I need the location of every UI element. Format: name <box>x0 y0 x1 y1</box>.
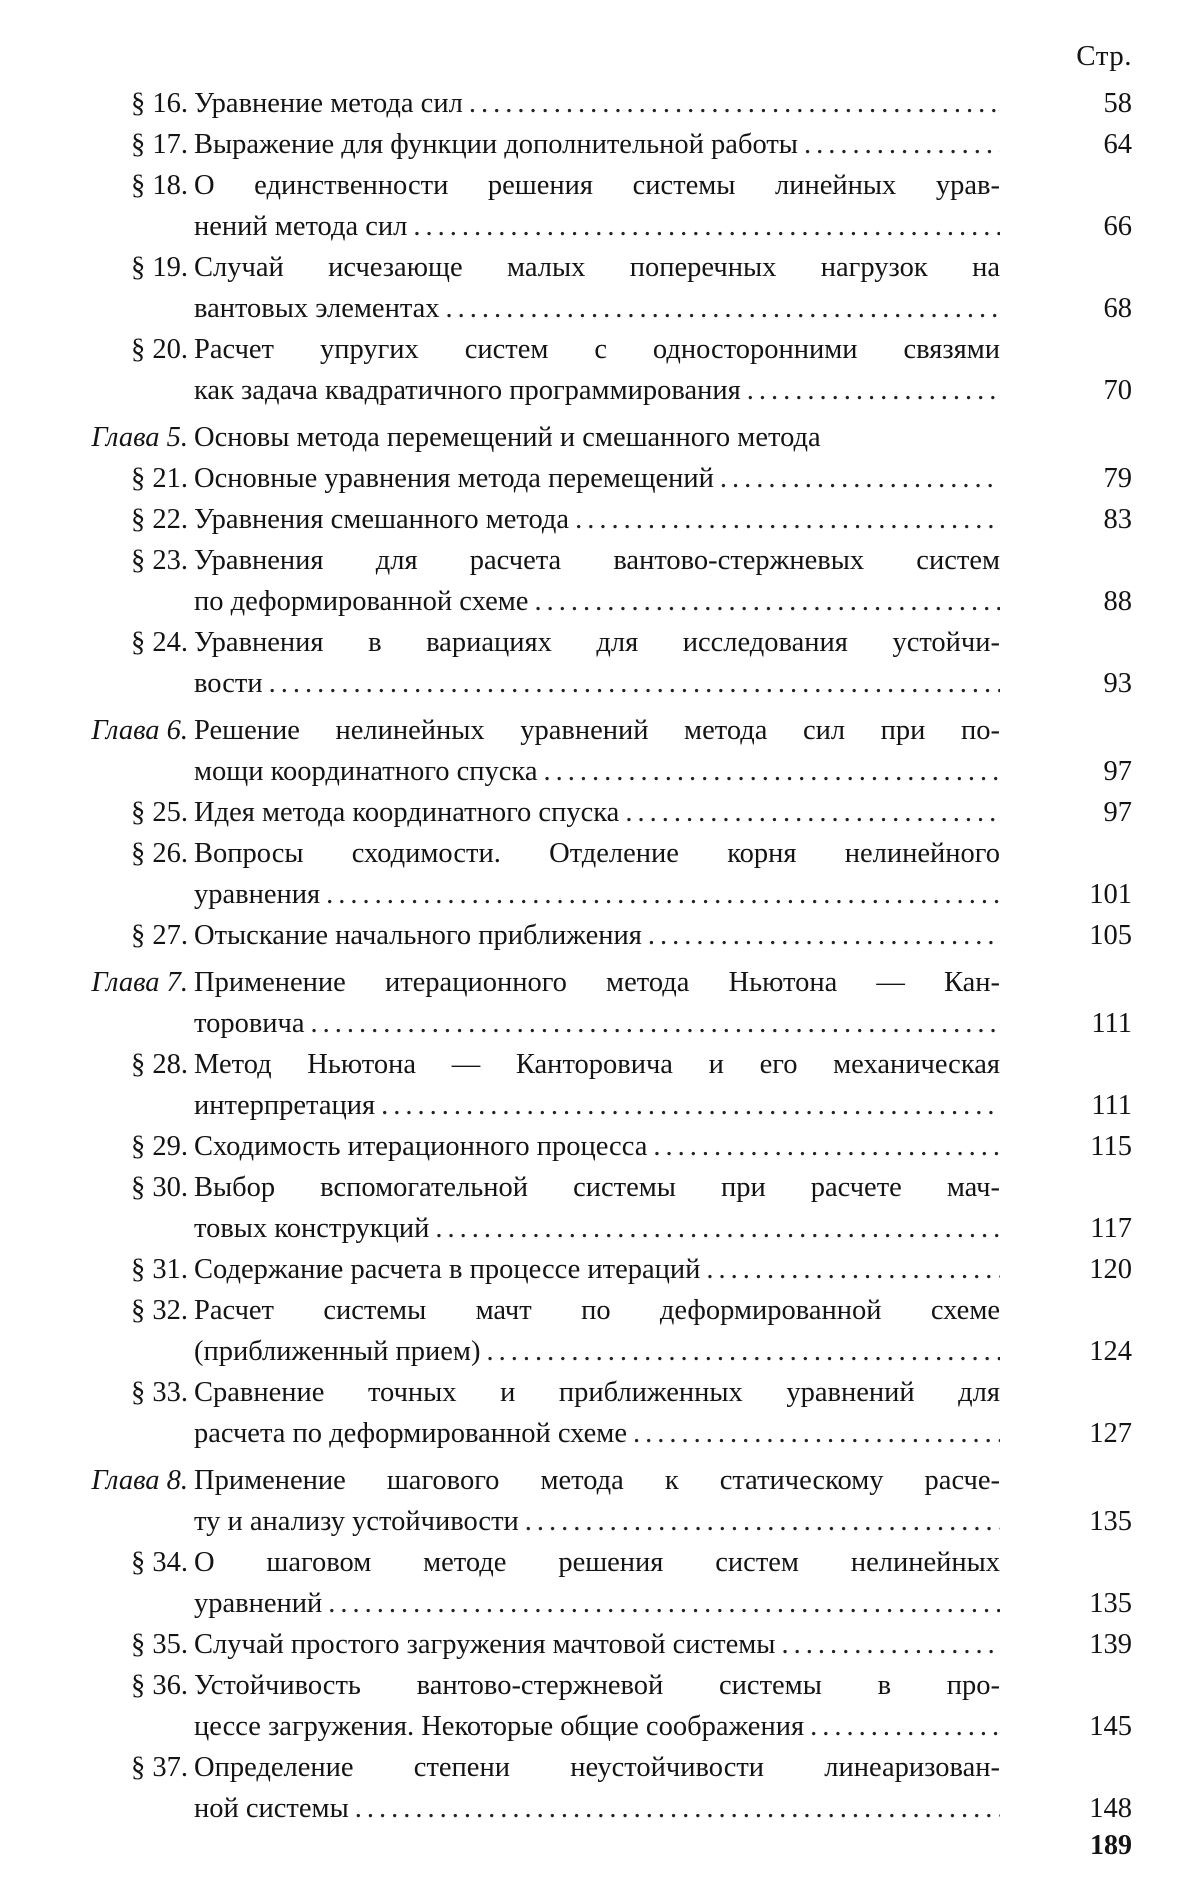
section-number: § 35. <box>131 1629 188 1660</box>
title-text: Содержание расчета в процессе итераций <box>194 1254 701 1285</box>
dot-leader <box>642 915 1000 956</box>
dot-leader <box>798 124 1000 165</box>
title-line <box>194 124 1000 165</box>
chapter-num: 8. <box>166 1465 188 1496</box>
title-line <box>194 622 1000 663</box>
title-line <box>194 663 1000 704</box>
toc-chapter-entry <box>0 1460 1200 1542</box>
title-text: Устойчивость вантово-стержневой системы в про- <box>194 1670 1000 1701</box>
page-number: 189 <box>1090 1830 1132 1861</box>
dot-leader <box>407 206 1000 247</box>
dot-leader <box>741 370 1000 411</box>
page-ref: 135 <box>1089 1506 1132 1537</box>
dot-leader <box>322 1583 1000 1624</box>
page-ref: 93 <box>1103 668 1132 699</box>
entry-title <box>194 165 1000 247</box>
section-number: § 24. <box>131 627 188 658</box>
toc-section-entry <box>0 1249 1200 1290</box>
dot-leader <box>627 1413 1000 1454</box>
title-text: Случай простого загружения мачтовой системы <box>194 1629 776 1660</box>
dot-leader <box>429 1208 1000 1249</box>
title-line <box>194 206 1000 247</box>
page-ref: 88 <box>1103 586 1132 617</box>
dot-leader <box>263 663 1000 704</box>
toc-section-entry <box>0 165 1200 247</box>
title-line <box>194 1747 1000 1788</box>
section-number: § 17. <box>131 129 188 160</box>
title-text: Сходимость итерационного процесса <box>194 1131 648 1162</box>
title-text: Определение степени неустойчивости линеаризован- <box>194 1752 1000 1783</box>
dot-leader <box>528 581 1000 622</box>
title-line <box>194 1460 1000 1501</box>
section-number: § 37. <box>131 1752 188 1783</box>
entry-title <box>194 915 1000 956</box>
title-text: О шаговом методе решения систем нелинейных <box>194 1547 1000 1578</box>
title-line <box>194 1624 1000 1665</box>
page-ref: 83 <box>1103 504 1132 535</box>
dot-leader <box>519 1501 1000 1542</box>
title-line <box>194 288 1000 329</box>
title-line <box>194 1665 1000 1706</box>
section-number: § 20. <box>131 334 188 365</box>
toc-section-entry <box>0 458 1200 499</box>
page-ref: 111 <box>1091 1090 1132 1121</box>
title-text: по деформированной схеме <box>194 586 529 617</box>
title-line <box>194 370 1000 411</box>
page-ref: 64 <box>1103 129 1132 160</box>
title-line <box>194 1167 1000 1208</box>
title-text: товых конструкций <box>194 1213 430 1244</box>
section-number: § 33. <box>131 1377 188 1408</box>
title-text: ной системы <box>194 1793 349 1824</box>
chapter-num: 5. <box>166 422 188 453</box>
page-ref: 115 <box>1090 1131 1132 1162</box>
entry-title <box>194 1460 1000 1542</box>
chapter-label: Глава <box>91 1465 160 1496</box>
entry-title <box>194 710 1000 792</box>
title-text: торовича <box>194 1008 305 1039</box>
section-number: § 34. <box>131 1547 188 1578</box>
toc-section-entry <box>0 83 1200 124</box>
title-line <box>194 1788 1000 1829</box>
entry-title <box>194 417 1000 458</box>
toc-section-entry <box>0 1747 1200 1829</box>
title-line <box>194 329 1000 370</box>
title-line <box>194 1208 1000 1249</box>
title-line <box>194 710 1000 751</box>
entry-title <box>194 1542 1000 1624</box>
dot-leader <box>480 1331 1000 1372</box>
chapter-number <box>20 1460 188 1501</box>
page-ref: 124 <box>1089 1336 1132 1367</box>
title-line <box>194 1372 1000 1413</box>
page-ref: 58 <box>1103 88 1132 119</box>
title-text: вантовых элементах <box>194 293 440 324</box>
section-number: § 25. <box>131 797 188 828</box>
table-of-contents <box>0 83 1200 1829</box>
title-line <box>194 792 1000 833</box>
title-text: Идея метода координатного спуска <box>194 797 620 828</box>
section-number: § 27. <box>131 920 188 951</box>
title-line <box>194 915 1000 956</box>
section-number: § 19. <box>131 252 188 283</box>
page-ref: 66 <box>1103 211 1132 242</box>
title-text: Выбор вспомогательной системы при расчете мач- <box>194 1172 1000 1203</box>
page-ref: 120 <box>1089 1254 1132 1285</box>
toc-chapter-entry <box>0 417 1200 458</box>
chapter-num: 6. <box>166 715 188 746</box>
entry-title <box>194 1044 1000 1126</box>
entry-title <box>194 540 1000 622</box>
toc-section-entry <box>0 1624 1200 1665</box>
title-text: Уравнения для расчета вантово-стержневых систем <box>194 545 1000 576</box>
toc-section-entry <box>0 792 1200 833</box>
title-line <box>194 247 1000 288</box>
dot-leader <box>537 751 1000 792</box>
section-number: § 32. <box>131 1295 188 1326</box>
entry-title <box>194 124 1000 165</box>
title-text: Сравнение точных и приближенных уравнений для <box>194 1377 1000 1408</box>
title-text: (приближенный прием) <box>194 1336 481 1367</box>
toc-section-entry <box>0 833 1200 915</box>
section-number: § 31. <box>131 1254 188 1285</box>
toc-section-entry <box>0 1167 1200 1249</box>
title-line <box>194 1413 1000 1454</box>
title-text: вости <box>194 668 263 699</box>
entry-title <box>194 1747 1000 1829</box>
toc-section-entry <box>0 1044 1200 1126</box>
entry-title <box>194 1249 1000 1290</box>
page-ref: 139 <box>1089 1629 1132 1660</box>
page-ref: 135 <box>1089 1588 1132 1619</box>
entry-title <box>194 792 1000 833</box>
dot-leader <box>320 874 1000 915</box>
title-line <box>194 1501 1000 1542</box>
section-number: § 36. <box>131 1670 188 1701</box>
section-number: § 16. <box>131 88 188 119</box>
title-line <box>194 1706 1000 1747</box>
title-text: Уравнение метода сил <box>194 88 463 119</box>
entry-title <box>194 1290 1000 1372</box>
dot-leader <box>804 1706 1000 1747</box>
entry-title <box>194 329 1000 411</box>
dot-leader <box>463 83 1000 124</box>
title-text: Основные уравнения метода перемещений <box>194 463 714 494</box>
section-number: § 23. <box>131 545 188 576</box>
title-line <box>194 83 1000 124</box>
title-text: Вопросы сходимости. Отделение корня нелинейного <box>194 838 1000 869</box>
dot-leader <box>714 458 1000 499</box>
title-text: Решение нелинейных уравнений метода сил при по- <box>194 715 1000 746</box>
title-line <box>194 962 1000 1003</box>
dot-leader <box>647 1126 1000 1167</box>
entry-title <box>194 622 1000 704</box>
title-line <box>194 1044 1000 1085</box>
title-line <box>194 540 1000 581</box>
page-ref: 117 <box>1090 1213 1132 1244</box>
page-ref: 101 <box>1089 879 1132 910</box>
chapter-number <box>20 417 188 458</box>
toc-section-entry <box>0 622 1200 704</box>
title-text: Основы метода перемещений и смешанного метода <box>194 422 821 453</box>
entry-title <box>194 833 1000 915</box>
title-line <box>194 1331 1000 1372</box>
toc-section-entry <box>0 1372 1200 1454</box>
section-number: § 28. <box>131 1049 188 1080</box>
entry-title <box>194 1624 1000 1665</box>
title-text: Применение итерационного метода Ньютона — Кан- <box>194 967 1000 998</box>
entry-title <box>194 458 1000 499</box>
section-number: § 26. <box>131 838 188 869</box>
title-text: интерпретация <box>194 1090 376 1121</box>
toc-section-entry <box>0 247 1200 329</box>
title-text: расчета по деформированной схеме <box>194 1418 627 1449</box>
page-column-header: Стр. <box>1076 40 1132 72</box>
chapter-number <box>20 962 188 1003</box>
title-text: нений метода сил <box>194 211 408 242</box>
title-line <box>194 458 1000 499</box>
toc-section-entry <box>0 124 1200 165</box>
page-ref: 97 <box>1103 797 1132 828</box>
toc-chapter-entry <box>0 962 1200 1044</box>
toc-section-entry <box>0 329 1200 411</box>
page-ref: 68 <box>1103 293 1132 324</box>
dot-leader <box>569 499 1000 540</box>
title-text: как задача квадратичного программирования <box>194 375 741 406</box>
entry-title <box>194 962 1000 1044</box>
entry-title <box>194 499 1000 540</box>
title-line <box>194 1126 1000 1167</box>
page-ref: 105 <box>1089 920 1132 951</box>
title-text: Уравнения смешанного метода <box>194 504 570 535</box>
title-text: уравнений <box>194 1588 323 1619</box>
toc-section-entry <box>0 1126 1200 1167</box>
dot-leader <box>349 1788 1000 1829</box>
title-line <box>194 1085 1000 1126</box>
entry-title <box>194 83 1000 124</box>
title-line <box>194 751 1000 792</box>
title-text: Расчет упругих систем с односторонними связями <box>194 334 1000 365</box>
toc-section-entry <box>0 540 1200 622</box>
entry-title <box>194 1167 1000 1249</box>
title-line <box>194 1542 1000 1583</box>
title-line <box>194 1583 1000 1624</box>
title-line <box>194 417 821 458</box>
section-number: § 29. <box>131 1131 188 1162</box>
entry-title <box>194 1665 1000 1747</box>
title-line <box>194 1249 1000 1290</box>
title-text: Расчет системы мачт по деформированной схеме <box>194 1295 1000 1326</box>
title-text: Применение шагового метода к статическому расче- <box>194 1465 1000 1496</box>
title-line <box>194 1003 1000 1044</box>
toc-section-entry <box>0 499 1200 540</box>
page-ref: 145 <box>1089 1711 1132 1742</box>
chapter-label: Глава <box>91 422 160 453</box>
dot-leader <box>700 1249 1000 1290</box>
title-text: Выражение для функции дополнительной работы <box>194 129 798 160</box>
page-ref: 70 <box>1103 375 1132 406</box>
section-number: § 30. <box>131 1172 188 1203</box>
title-line <box>194 874 1000 915</box>
dot-leader <box>619 792 1000 833</box>
title-text: Отыскание начального приближения <box>194 920 642 951</box>
title-text: мощи координатного спуска <box>194 756 538 787</box>
toc-section-entry <box>0 1542 1200 1624</box>
entry-title <box>194 1372 1000 1454</box>
title-line <box>194 1290 1000 1331</box>
chapter-num: 7. <box>166 967 188 998</box>
title-line <box>194 499 1000 540</box>
page-ref: 97 <box>1103 756 1132 787</box>
title-text: уравнения <box>194 879 321 910</box>
page-ref: 79 <box>1103 463 1132 494</box>
section-number: § 22. <box>131 504 188 535</box>
chapter-number <box>20 710 188 751</box>
title-text: Случай исчезающе малых поперечных нагрузок на <box>194 252 1000 283</box>
toc-section-entry <box>0 1665 1200 1747</box>
dot-leader <box>775 1624 1000 1665</box>
title-line <box>194 581 1000 622</box>
title-text: ту и анализу устойчивости <box>194 1506 519 1537</box>
title-line <box>194 833 1000 874</box>
toc-section-entry <box>0 915 1200 956</box>
title-text: О единственности решения системы линейных урав- <box>194 170 1000 201</box>
section-number: § 21. <box>131 463 188 494</box>
dot-leader <box>305 1003 1000 1044</box>
title-line <box>194 165 1000 206</box>
dot-leader <box>440 288 1000 329</box>
chapter-label: Глава <box>91 715 160 746</box>
entry-title <box>194 247 1000 329</box>
toc-chapter-entry <box>0 710 1200 792</box>
page-ref: 148 <box>1089 1793 1132 1824</box>
title-text: Уравнения в вариациях для исследования устойчи- <box>194 627 1000 658</box>
entry-title <box>194 1126 1000 1167</box>
title-text: цессе загружения. Некоторые общие соображения <box>194 1711 805 1742</box>
chapter-label: Глава <box>91 967 160 998</box>
section-number: § 18. <box>131 170 188 201</box>
title-text: Метод Ньютона — Канторовича и его механическая <box>194 1049 1000 1080</box>
page-ref: 111 <box>1091 1008 1132 1039</box>
page-ref: 127 <box>1089 1418 1132 1449</box>
dot-leader <box>375 1085 1000 1126</box>
toc-section-entry <box>0 1290 1200 1372</box>
